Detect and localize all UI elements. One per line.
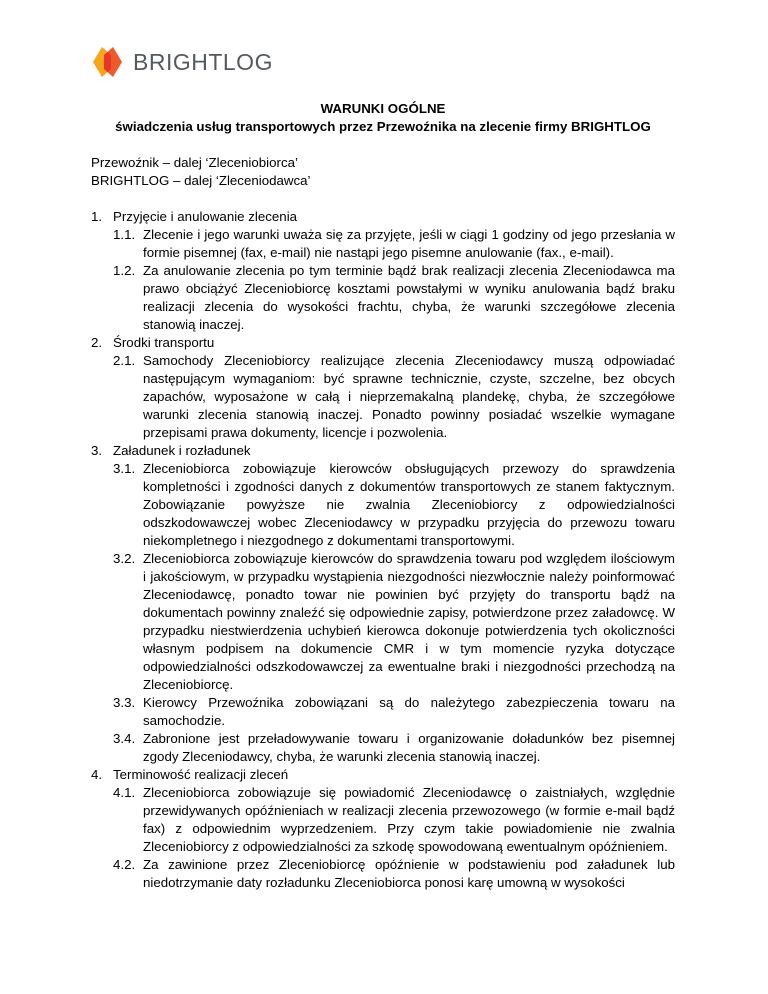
clause-text: Zleceniobiorca zobowiązuje się powiadomić Zleceniodawcę o zaistniałych, względnie przewidywanych opóźnieniach w realizacji zlecenia przewozowego (w formie e-mail bądź fax) z odpowiednim wyprzedzeniem. Przy czym takie powiadomienie nie zwalnia Zleceniobiorcy z odpowiedzialności za szkodę spowodowaną ewentualnym opóźnieniem. — [143, 785, 675, 854]
clause-number: 3.1. — [113, 461, 136, 476]
clause-text: Zleceniobiorca zobowiązuje kierowców do sprawdzenia towaru pod względem ilościowym i jakościowym, w przypadku wystąpienia niezgodności niezwłocznie należy poinformować Zleceniodawcę, ponadto towar nie powinien być przyjęty do transportu bądź na dokumentach powinny znaleźć się odpowiednie zapisy, potwierdzone przez załadowcę. W przypadku niestwierdzenia uchybień kierowca dokonuje potwierdzenia tych okoliczności własnym podpisem na dokumencie CMR i w tym momencie ryzyka dotyczące odpowiedzialności odszkodowawczej za ewentualne braki i niezgodności przechodzą na Zleceniobiorcę. — [143, 551, 675, 692]
section-number: 1. — [91, 209, 103, 224]
party-carrier: Przewoźnik – dalej ‘Zleceniobiorca’ — [91, 155, 298, 170]
clause-number: 3.4. — [113, 731, 136, 746]
clause — [113, 352, 675, 442]
clause-number: 1.1. — [113, 227, 136, 242]
clause — [113, 226, 675, 262]
clause — [113, 550, 675, 694]
section-title: Załadunek i rozładunek — [113, 443, 251, 458]
section-heading — [91, 766, 675, 784]
clause-text: Samochody Zleceniobiorcy realizujące zlecenia Zleceniodawcy muszą odpowiadać następującym wymaganiom: być sprawne technicznie, czyste, szczelne, bez obcych zapachów, wyposażone w całą i nieprzemakalną plandekę, chyba, że szczegółowe warunki zlecenia stanowią inaczej. Ponadto powinny posiadać wszelkie wymagane przepisami prawa dokumenty, licencje i pozwolenia. — [143, 353, 675, 440]
section-number: 3. — [91, 443, 103, 458]
brightlog-logo — [91, 45, 273, 79]
clause-number: 4.1. — [113, 785, 136, 800]
document-title: WARUNKI OGÓLNE — [320, 101, 446, 116]
section-heading — [91, 442, 675, 460]
clause — [113, 856, 675, 892]
clause — [113, 730, 675, 766]
brightlog-mark-icon — [91, 45, 125, 79]
clause-text: Zabronione jest przeładowywanie towaru i organizowanie doładunków bez pisemnej zgody Zleceniodawcy, chyba, że warunki zlecenia stanowią inaczej. — [143, 731, 675, 764]
document-content — [91, 100, 675, 892]
document-subtitle: świadczenia usług transportowych przez Przewoźnika na zlecenie firmy BRIGHTLOG — [115, 119, 651, 134]
section-number: 2. — [91, 335, 103, 350]
clause-text: Kierowcy Przewoźnika zobowiązani są do należytego zabezpieczenia towaru na samochodzie. — [143, 695, 675, 728]
clause — [113, 460, 675, 550]
section-heading — [91, 334, 675, 352]
clause-number: 3.3. — [113, 695, 136, 710]
clause-number: 3.2. — [113, 551, 136, 566]
clause-text: Zlecenie i jego warunki uważa się za przyjęte, jeśli w ciągi 1 godziny od jego przesłania w formie pisemnej (fax, e-mail) nie nastąpi jego pisemne anulowanie (fax., e-mail). — [143, 227, 675, 260]
section — [91, 442, 675, 766]
clause-number: 2.1. — [113, 353, 136, 368]
clause-number: 1.2. — [113, 263, 136, 278]
section — [91, 334, 675, 442]
party-client: BRIGHTLOG – dalej ‘Zleceniodawca’ — [91, 173, 311, 188]
clause-number: 4.2. — [113, 857, 136, 872]
section-heading — [91, 208, 675, 226]
sections-list — [91, 208, 675, 892]
section-title: Terminowość realizacji zleceń — [113, 767, 289, 782]
clause-text: Za anulowanie zlecenia po tym terminie bądź brak realizacji zlecenia Zleceniodawca ma prawo obciążyć Zleceniobiorcę kosztami powstałymi w wyniku anulowania bądź braku realizacji zlecenia do wysokości frachtu, chyba, że warunki szczegółowe zlecenia stanowią inaczej. — [143, 263, 675, 332]
section-title: Środki transportu — [113, 335, 215, 350]
clause-text: Zleceniobiorca zobowiązuje kierowców obsługujących przewozy do sprawdzenia kompletności i zgodności danych z dokumentów transportowych ze stanem faktycznym. Zobowiązanie powyższe nie zwalnia Zleceniobiorcy z odpowiedzialności odszkodowawczej wobec Zleceniodawcy w przypadku przyjęcia do przewozu towaru niekompletnego i niezgodnego z dokumentami transportowymi. — [143, 461, 675, 548]
clause-text: Za zawinione przez Zleceniobiorcę opóźnienie w podstawieniu pod załadunek lub niedotrzymanie daty rozładunku Zleceniobiorca ponosi karę umowną w wysokości — [143, 857, 675, 890]
section — [91, 208, 675, 334]
clause — [113, 262, 675, 334]
clause — [113, 694, 675, 730]
section-number: 4. — [91, 767, 103, 782]
parties-definitions — [91, 154, 675, 190]
brightlog-wordmark: BRIGHTLOG — [133, 48, 273, 75]
section-title: Przyjęcie i anulowanie zlecenia — [113, 209, 298, 224]
section — [91, 766, 675, 892]
clause — [113, 784, 675, 856]
